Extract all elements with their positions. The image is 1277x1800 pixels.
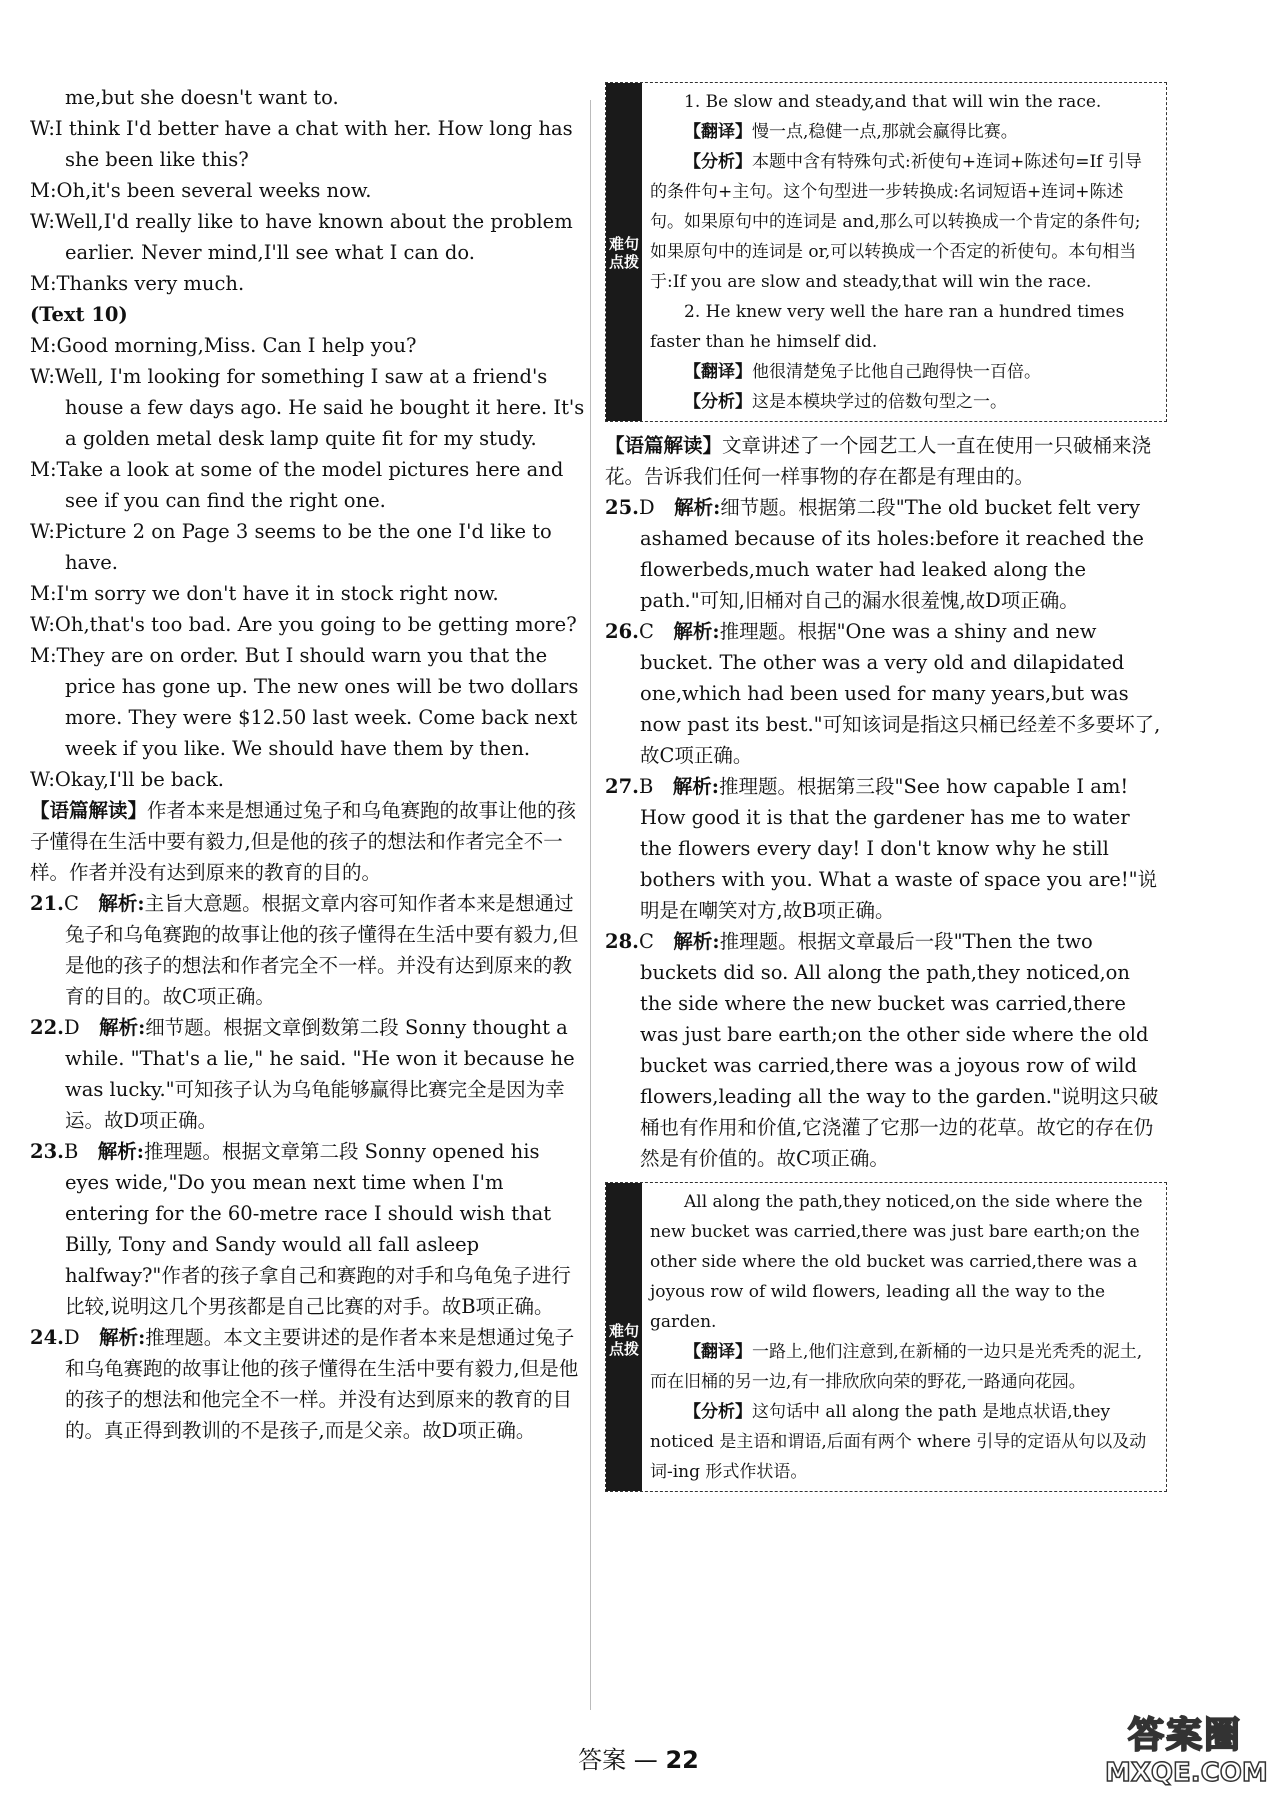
answer-explanation: 推理题。根据"One was a shiny and new bucket. The other was a very old and dilapidated one,which had been used for many years,but was now past its best."可知该词是指这只桶已经差不多要坏了,故C项正确。 [640, 620, 1161, 767]
speaker: W: [30, 365, 55, 388]
example-sentence-2: 2. He knew very well the hare ran a hundred times faster than he himself did. [650, 302, 1125, 352]
dialogue-line [30, 268, 585, 299]
passage-analysis-left [30, 795, 585, 888]
answer-explanation: 主旨大意题。根据文章内容可知作者本来是想通过兔子和乌龟赛跑的故事让他的孩子懂得在生活中要有毅力,但是他的孩子的想法和作者完全不一样。并没有达到原来的教育的目的。故C项正确。 [65, 892, 579, 1008]
text10-label: (Text 10) [30, 303, 128, 326]
answer-choice: C [63, 892, 79, 915]
question-number: 24. [30, 1326, 64, 1349]
passage-tag: 【语篇解读】 [30, 799, 148, 822]
dialogue-text-9 [30, 113, 585, 299]
utterance: They are on order. But I should warn you that the price has gone up. The new ones will be two dollars more. They were $12.50 last week. Come back next week if you like. We should have them by then. [56, 644, 579, 760]
watermark-bottom: MXQE.COM [1105, 1758, 1268, 1788]
analysis-label: 解析: [97, 1140, 144, 1163]
footer-label: 答案 [578, 1746, 627, 1774]
answer-choice: D [638, 496, 655, 519]
answer-explanation: 推理题。本文主要讲述的是作者本来是想通过兔子和乌龟赛跑的故事让他的孩子懂得在生活中要有毅力,但是他的孩子的想法和他完全不一样。并没有达到原来的教育的目的。真正得到教训的不是孩子,而是父亲。故D项正确。 [65, 1326, 579, 1442]
utterance: Well, I'm looking for something I saw at a friend's house a few days ago. He said he bought it here. It's a golden metal desk lamp quite fit for my study. [54, 365, 585, 450]
difficult-sentence-box-2 [605, 1182, 1167, 1492]
page-footer [0, 1740, 1277, 1775]
utterance: Oh,that's too bad. Are you going to be getting more? [54, 613, 577, 636]
answer-choice: D [63, 1016, 80, 1039]
analysis-label: 解析: [673, 620, 720, 643]
utterance: I'm sorry we don't have it in stock right now. [56, 582, 499, 605]
speaker: M: [30, 334, 57, 357]
passage-analysis-right: 【语篇解读】文章讲述了一个园艺工人一直在使用一只破桶来浇花。告诉我们任何一样事物的存在都是有理由的。 [605, 434, 1152, 488]
translation-1: 【翻译】慢一点,稳健一点,那就会赢得比赛。 [684, 122, 1018, 142]
speaker: W: [30, 210, 55, 233]
difficult-sentence-box-1 [605, 82, 1167, 422]
answer-item [30, 1322, 585, 1446]
dialogue-line [30, 764, 585, 795]
answer-list-right [605, 492, 1167, 1174]
dialogue-line [30, 516, 585, 578]
watermark-logo [1105, 1707, 1268, 1788]
question-number: 21. [30, 892, 64, 915]
answer-item [605, 771, 1167, 926]
analysis-label: 解析: [672, 775, 719, 798]
answer-item [30, 1136, 585, 1322]
answer-explanation: 细节题。根据第二段"The old bucket felt very ashamed because of its holes:before it reached the flowerbeds,much water had leaked along the path."可知,旧桶对自己的漏水很羞愧,故D项正确。 [640, 496, 1144, 612]
dialogue-line [30, 454, 585, 516]
analysis-label: 解析: [99, 1016, 146, 1039]
speaker: M: [30, 179, 57, 202]
column-divider [590, 100, 591, 1710]
translation-2: 【翻译】他很清楚兔子比他自己跑得快一百倍。 [684, 362, 1041, 382]
dialogue-line [30, 175, 585, 206]
answer-item [30, 1012, 585, 1136]
answer-item [605, 926, 1167, 1174]
utterance: Thanks very much. [56, 272, 245, 295]
answer-item [605, 616, 1167, 771]
question-number: 28. [605, 930, 639, 953]
dialogue-line [30, 609, 585, 640]
speaker: M: [30, 644, 57, 667]
analysis-1: 【分析】本题中含有特殊句式:祈使句+连词+陈述句=If 引导的条件句+主句。这个句型进一步转换成:名词短语+连词+陈述句。如果原句中的连词是 and,那么可以转换成一个肯定的条件句;如果原句中的连词是 or,可以转换成一个否定的祈使句。本句相当于:If you are slow and steady,that will win the race. [650, 152, 1142, 292]
footer-dash: — [633, 1746, 658, 1774]
answer-choice: C [638, 620, 654, 643]
right-column [605, 82, 1167, 1500]
dialogue-line [30, 113, 585, 175]
speaker: W: [30, 117, 55, 140]
answer-explanation: 推理题。根据文章最后一段"Then the two buckets did so. All along the path,they noticed,on the side where the new bucket was carried,there was just bare earth;on the other side where the old bucket was carried,there was a joyous row of wild flowers,leading all the way to the garden."说明这只破桶也有作用和价值,它浇灌了它那一边的花草。故它的存在仍然是有价值的。故C项正确。 [640, 930, 1159, 1170]
watermark-top: 答案圈 [1127, 1715, 1242, 1756]
answer-choice: D [63, 1326, 80, 1349]
dialogue-line [30, 361, 585, 454]
utterance: I think I'd better have a chat with her. How long has she been like this? [54, 117, 573, 171]
box-side-label: 难句点拨 [606, 1183, 642, 1491]
speaker: W: [30, 613, 55, 636]
example-sentence: All along the path,they noticed,on the side where the new bucket was carried,there was just bare earth;on the other side where the old bucket was carried,there was a joyous row of wild flowers, leading all the way to the garden. [650, 1192, 1143, 1332]
answer-choice: C [638, 930, 654, 953]
analysis-label: 解析: [98, 892, 145, 915]
speaker: M: [30, 272, 57, 295]
utterance: Good morning,Miss. Can I help you? [56, 334, 417, 357]
page-number: 22 [665, 1746, 699, 1774]
answer-explanation: 细节题。根据文章倒数第二段 Sonny thought a while. "That's a lie," he said. "He won it because he was lucky."可知孩子认为乌龟能够赢得比赛完全是因为幸运。故D项正确。 [65, 1016, 575, 1132]
box-side-label: 难句点拨 [606, 83, 642, 421]
dialogue-line [30, 640, 585, 764]
analysis-label: 解析: [674, 496, 721, 519]
utterance: Okay,I'll be back. [54, 768, 224, 791]
speaker: W: [30, 768, 55, 791]
question-number: 23. [30, 1140, 64, 1163]
analysis-label: 解析: [673, 930, 720, 953]
question-number: 22. [30, 1016, 64, 1039]
answer-list-left [30, 888, 585, 1446]
utterance: Oh,it's been several weeks now. [56, 179, 372, 202]
analysis-label: 解析: [99, 1326, 146, 1349]
answer-choice: B [63, 1140, 79, 1163]
utterance: Picture 2 on Page 3 seems to be the one I'd like to have. [54, 520, 552, 574]
answer-item [605, 492, 1167, 616]
dialogue-line [30, 578, 585, 609]
example-sentence-1: 1. Be slow and steady,and that will win the race. [684, 92, 1102, 112]
analysis-2: 【分析】这是本模块学过的倍数句型之一。 [684, 392, 1007, 412]
utterance: Take a look at some of the model pictures here and see if you can find the right one. [56, 458, 564, 512]
question-number: 27. [605, 775, 639, 798]
dialogue-line [30, 330, 585, 361]
left-column [30, 82, 585, 1446]
dialogue-text-10 [30, 330, 585, 795]
speaker: W: [30, 520, 55, 543]
answer-choice: B [638, 775, 654, 798]
passage-text: 作者本来是想通过兔子和乌龟赛跑的故事让他的孩子懂得在生活中要有毅力,但是他的孩子的想法和作者完全不一样。作者并没有达到原来的教育的目的。 [30, 799, 577, 884]
question-number: 25. [605, 496, 639, 519]
speaker: M: [30, 582, 57, 605]
answer-explanation: 推理题。根据文章第二段 Sonny opened his eyes wide,"Do you mean next time when I'm entering for the 60-metre race I should wish that Billy, Tony and Sandy would all fall asleep halfway?"作者的孩子拿自己和赛跑的对手和乌龟兔子进行比较,说明这几个男孩都是自己比赛的对手。故B项正确。 [65, 1140, 571, 1318]
dialogue-line [30, 206, 585, 268]
translation: 【翻译】一路上,他们注意到,在新桶的一边只是光秃秃的泥土,而在旧桶的另一边,有一排欣欣向荣的野花,一路通向花园。 [650, 1342, 1143, 1392]
analysis: 【分析】这句话中 all along the path 是地点状语,they noticed 是主语和谓语,后面有两个 where 引导的定语从句以及动词-ing 形式作状语。 [650, 1402, 1147, 1482]
answer-item [30, 888, 585, 1012]
answer-explanation: 推理题。根据第三段"See how capable I am! How good it is that the gardener has me to water the flowers every day! I don't know why he still bothers with you. What a waste of space you are!"说明是在嘲笑对方,故B项正确。 [640, 775, 1158, 922]
speaker: M: [30, 458, 57, 481]
question-number: 26. [605, 620, 639, 643]
utterance: Well,I'd really like to have known about the problem earlier. Never mind,I'll see what I can do. [54, 210, 573, 264]
dialogue-continuation: me,but she doesn't want to. [65, 86, 339, 109]
